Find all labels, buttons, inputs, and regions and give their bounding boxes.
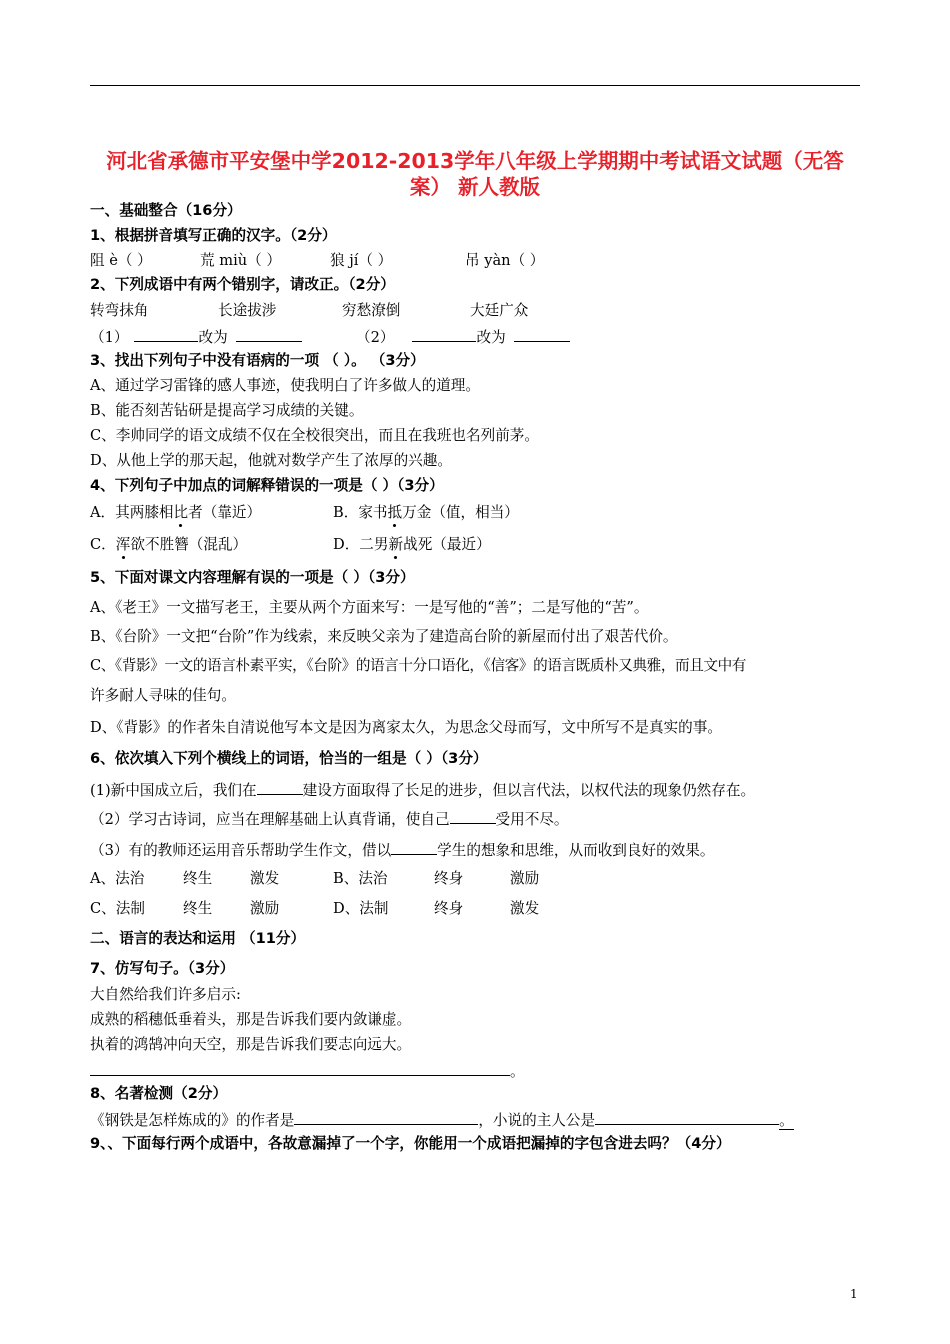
q4-option-c bbox=[90, 536, 247, 554]
question-4: 4、下列句子中加点的词解释错误的一项是（ ）（3分） bbox=[90, 477, 444, 494]
q4-d-meaning: 战死（最近） bbox=[403, 536, 491, 553]
q1-item-3: 狼 jí（ ） bbox=[330, 252, 393, 269]
q6-s3-blank[interactable] bbox=[391, 840, 437, 855]
q4-c-dotted-word: 浑 bbox=[115, 536, 131, 553]
q6-s1-after: 建设方面取得了长足的进步，但以言代法，以权代法的现象仍然存在。 bbox=[302, 782, 756, 799]
q4-b-dotted-word: 抵 bbox=[387, 504, 403, 521]
q6-opt-a-1: A、法治 bbox=[90, 870, 145, 887]
q4-option-b bbox=[333, 504, 519, 522]
q6-s2-blank[interactable] bbox=[450, 809, 496, 824]
q6-sentence-2 bbox=[90, 809, 569, 829]
q5-option-a: A、《老王》一文描写老王，主要从两个方面来写：一是写他的“善”；二是写他的“苦”。 bbox=[90, 599, 649, 616]
q6-opt-d-2: 终身 bbox=[434, 900, 464, 917]
q4-option-d bbox=[333, 536, 491, 554]
document-title bbox=[90, 148, 860, 200]
q6-opt-d-3: 激发 bbox=[510, 900, 540, 917]
q1-item-2: 荒 miù（ ） bbox=[200, 252, 281, 269]
q7-answer-blank[interactable] bbox=[90, 1061, 510, 1076]
q2-b-number: （2） bbox=[356, 329, 395, 346]
q4-a-meaning: 者（靠近） bbox=[188, 504, 262, 521]
question-5: 5、下面对课文内容理解有误的一项是（ ）（3分） bbox=[90, 569, 415, 586]
q6-opt-c-3: 激励 bbox=[250, 900, 280, 917]
q8-hero-label: ，小说的主人公是 bbox=[478, 1112, 596, 1129]
question-1: 1、根据拼音填写正确的汉字。（2分） bbox=[90, 227, 337, 244]
q1-item-4: 吊 yàn（ ） bbox=[465, 252, 545, 269]
q2-idiom-4: 大廷广众 bbox=[470, 302, 529, 319]
q2-a-blank-2[interactable] bbox=[236, 327, 302, 342]
q6-sentence-1 bbox=[90, 780, 755, 800]
q8-end-mark: 。 bbox=[779, 1112, 794, 1129]
q4-b-text: B．家书 bbox=[333, 504, 388, 521]
page-number: 1 bbox=[850, 1287, 858, 1301]
q6-opt-a-2: 终生 bbox=[183, 870, 213, 887]
q1-item-1: 阻 è（ ） bbox=[90, 252, 152, 269]
title-line-2: 案） 新人教版 bbox=[409, 175, 541, 199]
q5-option-d: D、《背影》的作者朱自清说他写本文是因为离家太久，为思念父母而写，文中所写不是真实的事。 bbox=[90, 719, 722, 736]
q7-line-2: 成熟的稻穗低垂着头，那是告诉我们要内敛谦虚。 bbox=[90, 1011, 412, 1028]
q6-opt-b-1: B、法治 bbox=[333, 870, 388, 887]
q2-a-blank-1[interactable] bbox=[134, 327, 198, 342]
q6-opt-b-3: 激励 bbox=[510, 870, 540, 887]
q4-a-dotted-word: 比 bbox=[173, 504, 189, 521]
section-2-heading: 二、语言的表达和运用 （11分） bbox=[90, 930, 306, 947]
header-rule bbox=[90, 85, 860, 86]
q5-option-b: B、《台阶》一文把“台阶”作为线索，来反映父亲为了建造高台阶的新屋而付出了艰苦代价。 bbox=[90, 628, 678, 645]
section-1-heading: 一、基础整合（16分） bbox=[90, 202, 242, 219]
q6-sentence-3 bbox=[90, 840, 714, 860]
q6-opt-d-1: D、法制 bbox=[333, 900, 389, 917]
q6-opt-c-2: 终生 bbox=[183, 900, 213, 917]
q4-a-text: A．其两膝相 bbox=[90, 504, 174, 521]
q6-s1-before: (1)新中国成立后，我们在 bbox=[90, 782, 257, 799]
q4-d-text: D．二男 bbox=[333, 536, 389, 553]
q3-option-a: A、通过学习雷锋的感人事迹，使我明白了许多做人的道理。 bbox=[90, 377, 480, 394]
q2-idiom-3: 穷愁潦倒 bbox=[342, 302, 401, 319]
q5-option-c-line-2: 许多耐人寻味的佳句。 bbox=[90, 687, 236, 704]
q2-answer-row bbox=[90, 327, 302, 347]
q2-idiom-2: 长途拔涉 bbox=[218, 302, 277, 319]
q8-author-blank[interactable] bbox=[294, 1110, 478, 1125]
q3-option-b: B、能否刻苦钻研是提高学习成绩的关键。 bbox=[90, 402, 364, 419]
question-8: 8、名著检测（2分） bbox=[90, 1085, 228, 1102]
question-3: 3、找出下列句子中没有语病的一项 （ ）。 （3分） bbox=[90, 352, 425, 369]
q2-b-blank-2[interactable] bbox=[514, 327, 570, 342]
q8-hero-blank[interactable] bbox=[595, 1110, 779, 1125]
q4-option-a bbox=[90, 504, 261, 522]
q6-opt-b-2: 终身 bbox=[434, 870, 464, 887]
question-6: 6、依次填入下列个横线上的词语，恰当的一组是（ ）（3分） bbox=[90, 750, 488, 767]
q2-idiom-1: 转弯抹角 bbox=[90, 302, 149, 319]
question-9: 9、、下面每行两个成语中，各故意漏掉了一个字，你能用一个成语把漏掉的字包含进去吗？（4分） bbox=[90, 1135, 731, 1152]
question-7: 7、仿写句子。（3分） bbox=[90, 960, 235, 977]
q6-s3-after: 学生的想象和思维，从而收到良好的效果。 bbox=[437, 842, 715, 859]
q5-option-c-line-1: C、《背影》一文的语言朴素平实，《台阶》的语言十分口语化，《信客》的语言既质朴又典雅，而且文中有 bbox=[90, 657, 746, 674]
q6-s3-before: （3）有的教师还运用音乐帮助学生作文，借以 bbox=[90, 842, 392, 859]
q3-option-c: C、李帅同学的语文成绩不仅在全校很突出，而且在我班也名列前茅。 bbox=[90, 427, 539, 444]
q2-b-blank-1[interactable] bbox=[412, 327, 476, 342]
q4-c-meaning: 欲不胜簪（混乱） bbox=[130, 536, 248, 553]
question-2: 2、下列成语中有两个错别字，请改正。（2分） bbox=[90, 276, 395, 293]
q8-answer-row bbox=[90, 1110, 794, 1130]
q2-answer-row-2 bbox=[356, 327, 570, 347]
q6-opt-a-3: 激发 bbox=[250, 870, 280, 887]
q3-option-d: D、从他上学的那天起，他就对数学产生了浓厚的兴趣。 bbox=[90, 452, 452, 469]
q6-s2-after: 受用不尽。 bbox=[495, 811, 569, 828]
q6-s2-before: （2）学习古诗词，应当在理解基础上认真背诵，使自己 bbox=[90, 811, 450, 828]
q2-b-change: 改为 bbox=[476, 329, 506, 346]
q4-d-dotted-word: 新 bbox=[388, 536, 404, 553]
q2-a-number: （1） bbox=[90, 329, 129, 346]
q2-a-change: 改为 bbox=[198, 329, 228, 346]
q7-line-3: 执着的鸿鹄冲向天空，那是告诉我们要志向远大。 bbox=[90, 1036, 412, 1053]
q6-s1-blank[interactable] bbox=[257, 780, 303, 795]
q8-author-label: 《钢铁是怎样炼成的》的作者是 bbox=[90, 1112, 295, 1129]
title-line-1: 河北省承德市平安堡中学2012-2013学年八年级上学期期中考试语文试题（无答 bbox=[106, 149, 844, 173]
q4-b-meaning: 万金（值，相当） bbox=[402, 504, 519, 521]
q6-opt-c-1: C、法制 bbox=[90, 900, 145, 917]
q7-end-mark: 。 bbox=[510, 1063, 525, 1080]
q4-c-text: C． bbox=[90, 536, 116, 553]
q7-line-1: 大自然给我们许多启示: bbox=[90, 986, 241, 1003]
q7-answer-row bbox=[90, 1061, 525, 1081]
